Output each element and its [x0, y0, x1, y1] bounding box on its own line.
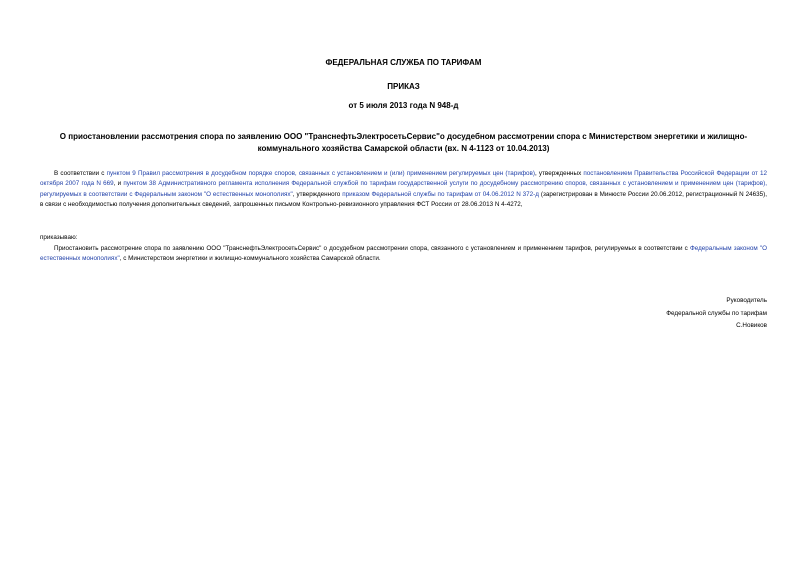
link-rules-point-9[interactable]: пунктом 9 Правил рассмотрения в досудебном порядке споров, связанных с установлением и (или) применением регулируемых цен (тарифов): [106, 170, 535, 177]
signature-block: [666, 295, 767, 333]
signature-agency: Федеральной службы по тарифам: [666, 309, 767, 317]
link-regulation-point-38[interactable]: пунктом 38 Административного регламента исполнения Федеральной службой по тарифам государственной услуги по досудебному рассмотрению споров, связанных с установлением и применением цен (тарифов), регулируемых в соответствии с Федеральным законом "О естественных монополиях": [40, 180, 767, 198]
document-title: О приостановлении рассмотрения спора по заявлению ООО "ТранснефтьЭлектросетьСервис"о досудебном рассмотрении спора с Министерством энергетики и жилищно-коммунального хозяйства Самарской области (вх. N 4-1123 от 10.04.2013): [59, 132, 748, 153]
link-federal-law[interactable]: Федеральным законом "О естественных монополиях": [40, 245, 768, 263]
doc-type-heading: ПРИКАЗ: [387, 82, 420, 91]
signature-name: С.Новиков: [736, 322, 767, 329]
p1-text-3: , и: [113, 180, 124, 188]
link-fst-order[interactable]: приказом Федеральной службы по тарифам от 04.06.2012 N 372-д: [342, 190, 539, 198]
link-government-resolution[interactable]: постановлением Правительства Российской Федерации от 12 октября 2007 года N 669: [40, 170, 768, 188]
paragraph-basis: [40, 169, 767, 210]
date-number-heading: от 5 июля 2013 года N 948-д: [348, 101, 459, 110]
p1-text-5: (зарегистрирован в Минюсте России 20.06.2012, регистрационный N 24635), в связи с необходимостью получения дополнительных сведений, запрошенных письмом Контрольно-ревизионного управления ФСТ России от 28.06.2013 N 4-4272,: [40, 190, 767, 208]
signature-role: Руководитель: [726, 297, 767, 304]
agency-heading: ФЕДЕРАЛЬНАЯ СЛУЖБА ПО ТАРИФАМ: [325, 58, 482, 67]
order-word: приказываю:: [40, 234, 78, 241]
p3-text-2: , с Министерством энергетики и жилищно-коммунального хозяйства Самарской области.: [119, 255, 381, 263]
p3-text-1: Приостановить рассмотрение спора по заявлению ООО "ТранснефтьЭлектросетьСервис" о досудебном рассмотрении спора, связанного с установлением и применением тарифов, регулируемых в соответствии с: [54, 245, 690, 252]
p1-text-4: , утвержденного: [292, 190, 343, 198]
p1-text-2: , утвержденных: [534, 170, 584, 177]
paragraph-decision: [40, 244, 767, 265]
p1-text-1: В соответствии с: [54, 170, 107, 177]
